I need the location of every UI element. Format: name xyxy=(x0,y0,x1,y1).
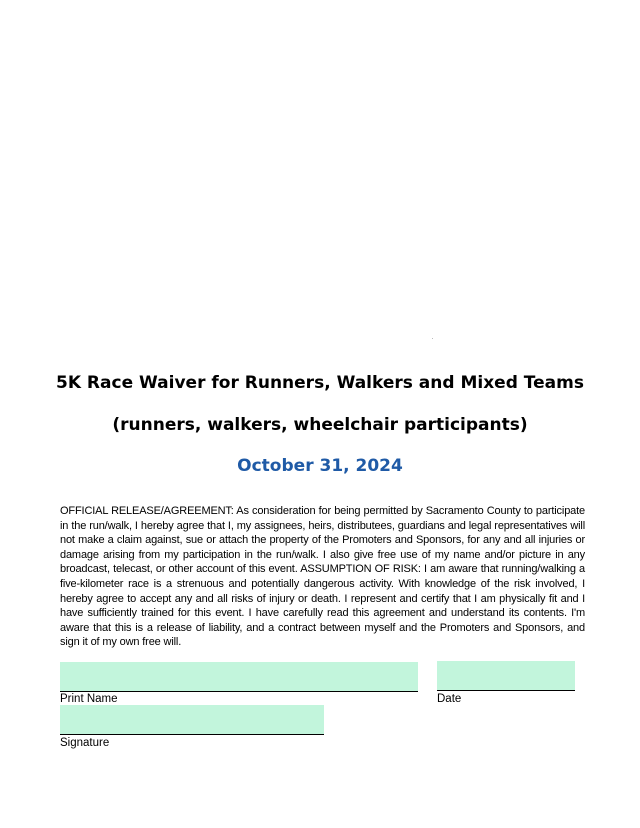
date-label: Date xyxy=(437,693,462,705)
waiver-title: 5K Race Waiver for Runners, Walkers and Mixed Teams xyxy=(56,373,584,393)
date-field[interactable] xyxy=(437,661,575,691)
signature-label: Signature xyxy=(60,737,110,749)
scan-speck xyxy=(432,338,433,339)
print-name-field[interactable] xyxy=(60,662,418,692)
print-name-label: Print Name xyxy=(60,693,118,705)
waiver-subtitle: (runners, walkers, wheelchair participants) xyxy=(112,415,528,435)
signature-field[interactable] xyxy=(60,705,324,735)
event-date: October 31, 2024 xyxy=(237,456,403,476)
waiver-body-text: OFFICIAL RELEASE/AGREEMENT: As consideration for being permitted by Sacramento County to participate in the run/walk, I hereby agree that I, my assignees, heirs, distributees, guardians and legal representatives will not make a claim against, sue or attach the property of the Promoters and Sponsors, for any and all injuries or damage arising from my participation in the run/walk. I also give free use of my name and/or picture in any broadcast, telecast, or other account of this event. ASSUMPTION OF RISK: I am aware that running/walking a five-kilometer race is a strenuous and potentially dangerous activity. With knowledge of the risk involved, I hereby agree to accept any and all risks of injury or death. I represent and certify that I am physically fit and I have sufficiently trained for this event. I have carefully read this agreement and understand its contents. I'm aware that this is a release of liability, and a contract between myself and the Promoters and Sponsors, and sign it of my own free will. xyxy=(60,505,585,649)
